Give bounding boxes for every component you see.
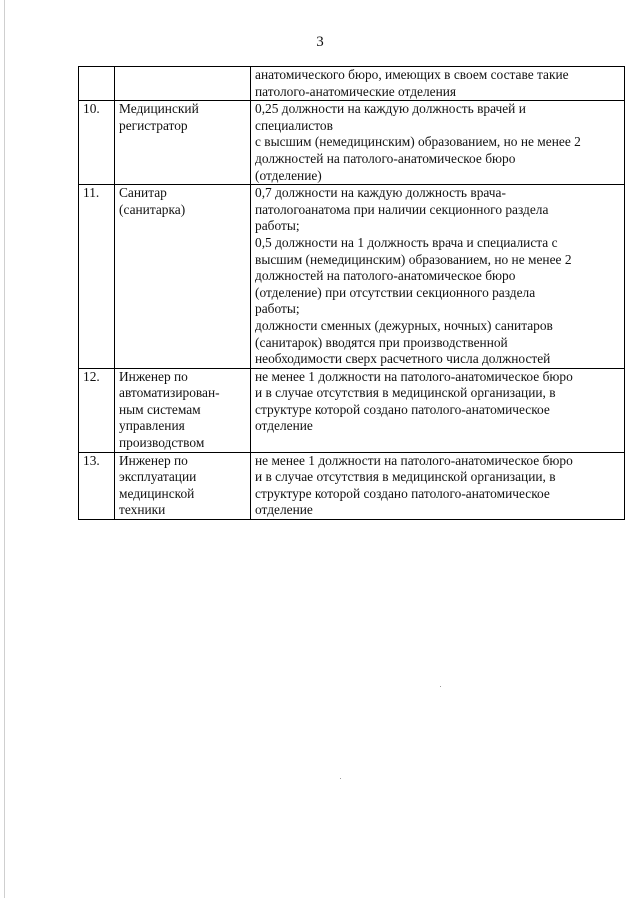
position-cell xyxy=(115,185,251,369)
position-line: автоматизирован- xyxy=(119,385,220,401)
position-line: управления xyxy=(119,418,185,434)
norm-line: должностей на патолого-анатомическое бюро xyxy=(255,150,516,166)
scan-speck xyxy=(440,686,441,687)
staffing-table-body xyxy=(79,67,625,520)
norm-cell xyxy=(251,185,625,369)
norm-line: с высшим (немедицинским) образованием, но не менее 2 xyxy=(255,134,581,150)
norm-line: (отделение) xyxy=(255,167,322,183)
norm-cell xyxy=(251,368,625,452)
row-number: 13. xyxy=(79,452,115,519)
position-line: Инженер по xyxy=(119,452,188,468)
norm-line: отделение xyxy=(255,502,313,518)
position-cell xyxy=(115,368,251,452)
row-number: 10. xyxy=(79,101,115,185)
norm-line: структуре которой создано патолого-анатомическое xyxy=(255,485,550,501)
position-line: производством xyxy=(119,435,205,451)
position-line: регистратор xyxy=(119,117,188,133)
position-line: техники xyxy=(119,502,166,518)
staffing-table xyxy=(78,66,625,520)
position-cell xyxy=(115,101,251,185)
position-cell xyxy=(115,67,251,101)
position-cell xyxy=(115,452,251,519)
norm-line: должности сменных (дежурных, ночных) санитаров xyxy=(255,317,553,333)
norm-line: не менее 1 должности на патолого-анатомическое бюро xyxy=(255,368,573,384)
norm-line: анатомического бюро, имеющих в своем составе такие xyxy=(255,67,569,82)
norm-cell xyxy=(251,67,625,101)
table-row xyxy=(79,101,625,185)
scan-edge xyxy=(4,0,5,898)
table-row xyxy=(79,185,625,369)
norm-line: работы; xyxy=(255,301,300,317)
norm-line: специалистов xyxy=(255,117,333,133)
table-row xyxy=(79,67,625,101)
row-number: 11. xyxy=(79,185,115,369)
norm-line: (санитарок) вводятся при производственной xyxy=(255,334,508,350)
row-number: 12. xyxy=(79,368,115,452)
norm-line: структуре которой создано патолого-анатомическое xyxy=(255,401,550,417)
norm-line: высшим (немедицинским) образованием, но не менее 2 xyxy=(255,251,572,267)
norm-cell xyxy=(251,452,625,519)
norm-line: отделение xyxy=(255,418,313,434)
norm-line: 0,25 должности на каждую должность врачей и xyxy=(255,101,526,117)
norm-line: (отделение) при отсутствии секционного раздела xyxy=(255,284,536,300)
position-line: Санитар xyxy=(119,185,167,201)
norm-line: патолого-анатомические отделения xyxy=(255,83,457,99)
table-row xyxy=(79,452,625,519)
position-line: Медицинский xyxy=(119,101,199,117)
position-line: медицинской xyxy=(119,485,195,501)
position-line: (санитарка) xyxy=(119,201,186,217)
norm-line: не менее 1 должности на патолого-анатомическое бюро xyxy=(255,452,573,468)
position-line: Инженер по xyxy=(119,368,188,384)
scan-speck xyxy=(340,778,341,779)
norm-line: и в случае отсутствия в медицинской организации, в xyxy=(255,469,556,485)
norm-cell xyxy=(251,101,625,185)
row-number xyxy=(79,67,115,101)
norm-line: патологоанатома при наличии секционного раздела xyxy=(255,201,549,217)
position-line: эксплуатации xyxy=(119,469,197,485)
table-row xyxy=(79,368,625,452)
page-number: 3 xyxy=(316,34,324,50)
norm-line: работы; xyxy=(255,218,300,234)
norm-line: и в случае отсутствия в медицинской организации, в xyxy=(255,385,556,401)
norm-line: 0,7 должности на каждую должность врача- xyxy=(255,185,506,201)
norm-line: 0,5 должности на 1 должность врача и специалиста с xyxy=(255,234,558,250)
position-line: ным системам xyxy=(119,401,201,417)
norm-line: должностей на патолого-анатомическое бюро xyxy=(255,268,516,284)
norm-line: необходимости сверх расчетного числа должностей xyxy=(255,351,551,367)
